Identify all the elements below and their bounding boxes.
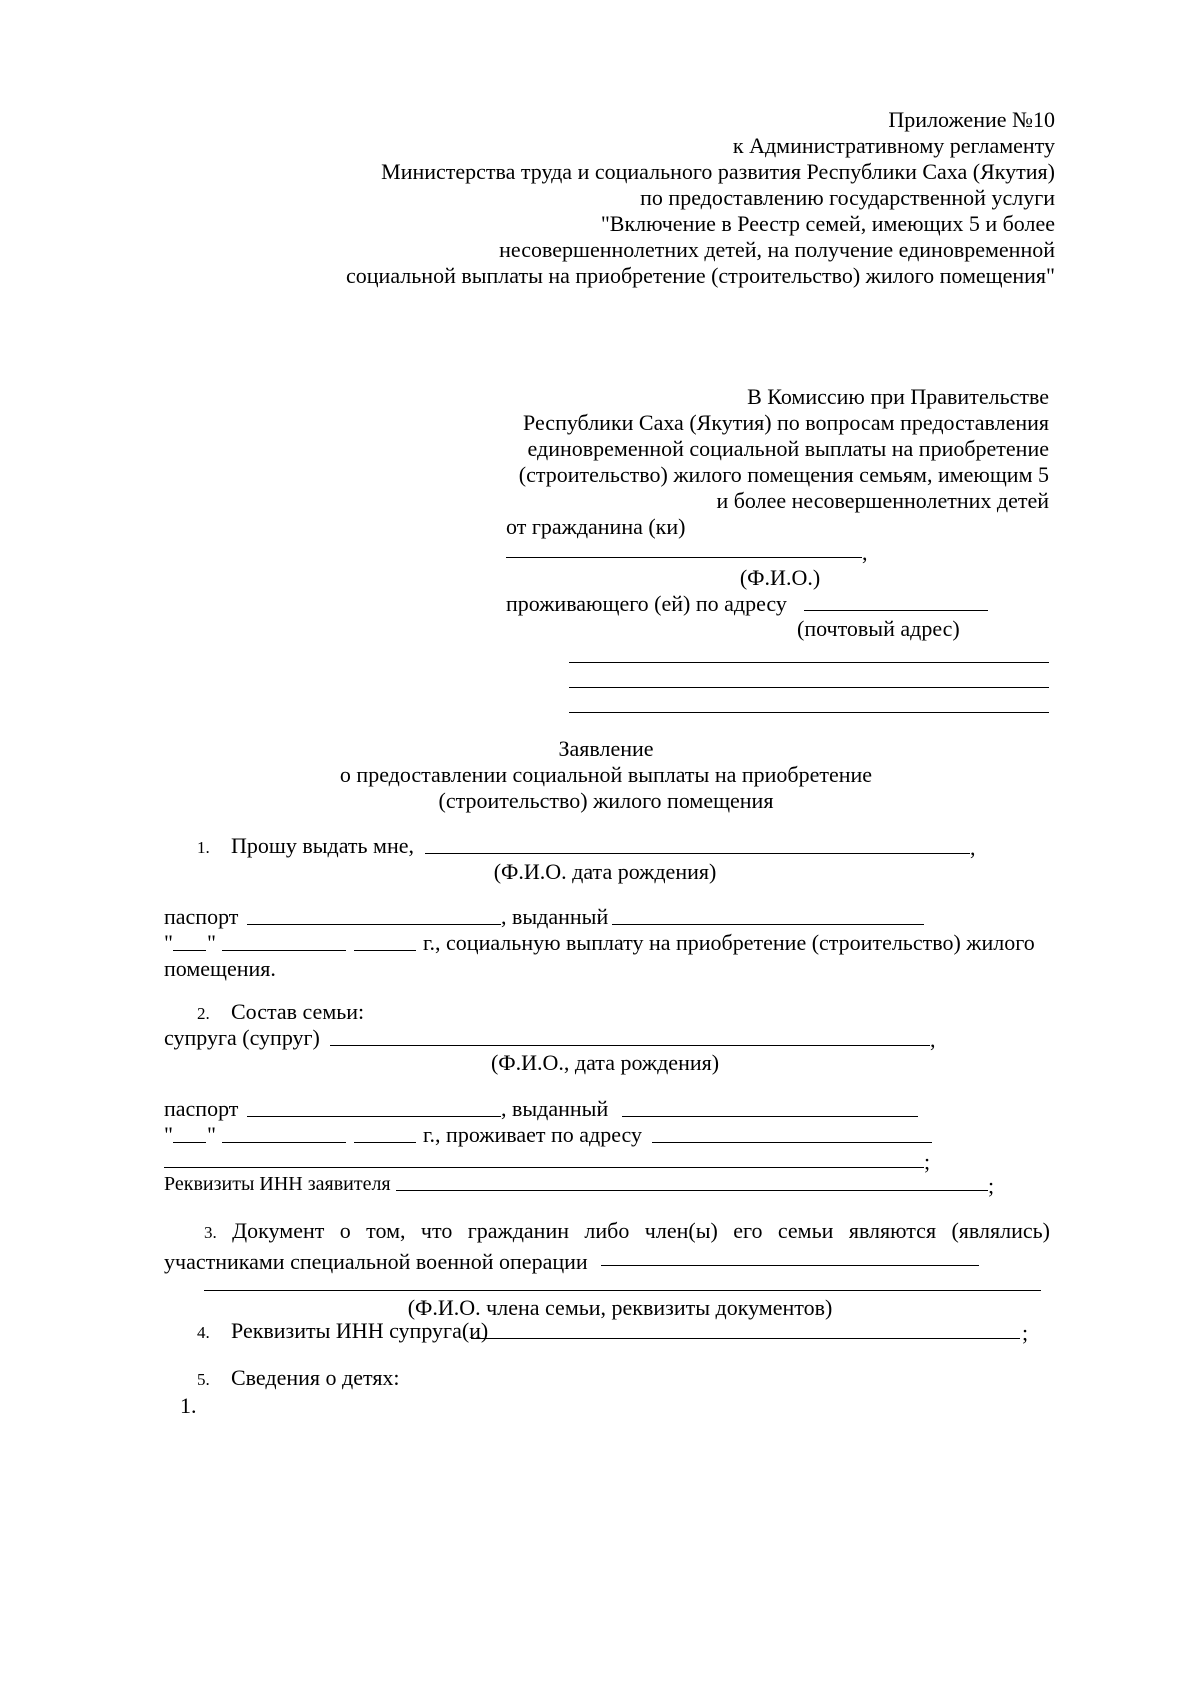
applicant-inn-field[interactable] [396, 1190, 988, 1191]
section-number: 2. [197, 1004, 210, 1023]
appendix-line-4: по предоставлению государственной услуги [640, 185, 1055, 210]
section-number: 4. [197, 1323, 210, 1342]
title-line-3: (строительство) жилого помещения [438, 788, 774, 813]
passport-label: паспорт [164, 904, 239, 929]
applicant-fio-birth-field[interactable] [425, 853, 970, 854]
addressee-line-1: В Комиссию при Правительстве [747, 384, 1049, 409]
addressee-line-4: (строительство) жилого помещения семьям, имеющим 5 [518, 462, 1049, 487]
spouse-hint: (Ф.И.О., дата рождения) [490, 1050, 720, 1075]
comma: , [930, 1027, 936, 1052]
address-hint: (почтовый адрес) [797, 616, 960, 641]
issued-label: , выданный [501, 1096, 609, 1121]
semicolon: ; [988, 1173, 995, 1198]
svo-document-text: Документ о том, что гражданин либо член(ы) его семьи являются (являлись) участниками специальной военной операции [164, 1218, 1050, 1274]
svo-document-hint: (Ф.И.О. члена семьи, реквизиты документов) [407, 1295, 833, 1320]
spouse-month-field[interactable] [222, 1142, 346, 1143]
comma: , [970, 835, 976, 860]
family-label: Состав семьи: [231, 999, 365, 1024]
section-5-title [197, 1364, 400, 1394]
spouse-inn-label: Реквизиты ИНН супруга(и) [231, 1318, 489, 1343]
section-number: 3. [204, 1223, 217, 1242]
section-number: 5. [197, 1370, 210, 1389]
passport-label: паспорт [164, 1096, 239, 1121]
appendix-line-3: Министерства труда и социального развития Республики Саха (Якутия) [381, 159, 1055, 184]
address-field-1[interactable] [804, 610, 988, 611]
comma: , [862, 540, 868, 565]
quote-close: " [207, 930, 216, 955]
appendix-line-7: социальной выплаты на приобретение (строительство) жилого помещения" [346, 263, 1055, 288]
residing-label: проживающего (ей) по адресу [506, 591, 787, 616]
addressee-line-5: и более несовершеннолетних детей [716, 488, 1049, 513]
spouse-address-field-2[interactable] [164, 1167, 924, 1168]
svo-document-paragraph [164, 1216, 1050, 1276]
issued-label: , выданный [501, 904, 609, 929]
svo-document-field-1[interactable] [601, 1265, 979, 1266]
children-label: Сведения о детях: [231, 1365, 400, 1390]
semicolon: ; [1022, 1320, 1029, 1345]
spouse-inn-field[interactable] [471, 1338, 1020, 1339]
svo-document-field-2[interactable] [204, 1290, 1041, 1291]
day-field[interactable] [173, 950, 206, 951]
payment-text-cont: помещения. [164, 956, 276, 981]
from-citizen-label: от гражданина (ки) [506, 514, 686, 539]
fio-hint: (Ф.И.О.) [739, 565, 821, 590]
quote-open: " [164, 930, 173, 955]
spouse-fio-field[interactable] [330, 1045, 930, 1046]
appendix-number: Приложение №10 [888, 107, 1055, 132]
quote-close: " [207, 1122, 216, 1147]
semicolon: ; [924, 1149, 931, 1174]
fio-birth-hint: (Ф.И.О. дата рождения) [493, 859, 717, 884]
spouse-passport-field[interactable] [247, 1116, 501, 1117]
address-field-3[interactable] [569, 687, 1049, 688]
title-line-1: Заявление [558, 736, 654, 761]
spouse-issued-by-field[interactable] [622, 1116, 918, 1117]
month-field[interactable] [222, 950, 346, 951]
request-text: Прошу выдать мне, [231, 833, 414, 858]
appendix-line-5: "Включение в Реестр семей, имеющих 5 и более [600, 211, 1055, 236]
section-1-title [197, 832, 414, 862]
appendix-line-2: к Административному регламенту [732, 133, 1055, 158]
addressee-line-2: Республики Саха (Якутия) по вопросам предоставления [523, 410, 1049, 435]
residence-text: г., проживает по адресу [423, 1122, 643, 1147]
year-field[interactable] [354, 950, 416, 951]
appendix-line-6: несовершеннолетних детей, на получение единовременной [499, 237, 1055, 262]
address-field-4[interactable] [569, 712, 1049, 713]
issued-by-field[interactable] [612, 924, 924, 925]
child-item-1: 1. [180, 1393, 197, 1418]
section-number: 1. [197, 838, 210, 857]
spouse-day-field[interactable] [173, 1142, 206, 1143]
addressee-line-3: единовременной социальной выплаты на приобретение [527, 436, 1049, 461]
quote-open: " [164, 1122, 173, 1147]
title-line-2: о предоставлении социальной выплаты на приобретение [339, 762, 873, 787]
passport-field[interactable] [247, 924, 501, 925]
spouse-address-field[interactable] [652, 1142, 932, 1143]
applicant-inn-label: Реквизиты ИНН заявителя [164, 1173, 391, 1195]
address-field-2[interactable] [569, 662, 1049, 663]
spouse-label: супруга (супруг) [164, 1025, 320, 1050]
section-4-title [197, 1317, 488, 1347]
payment-text: г., социальную выплату на приобретение (строительство) жилого [423, 930, 1035, 955]
applicant-fio-field[interactable] [506, 557, 862, 558]
spouse-year-field[interactable] [354, 1142, 416, 1143]
